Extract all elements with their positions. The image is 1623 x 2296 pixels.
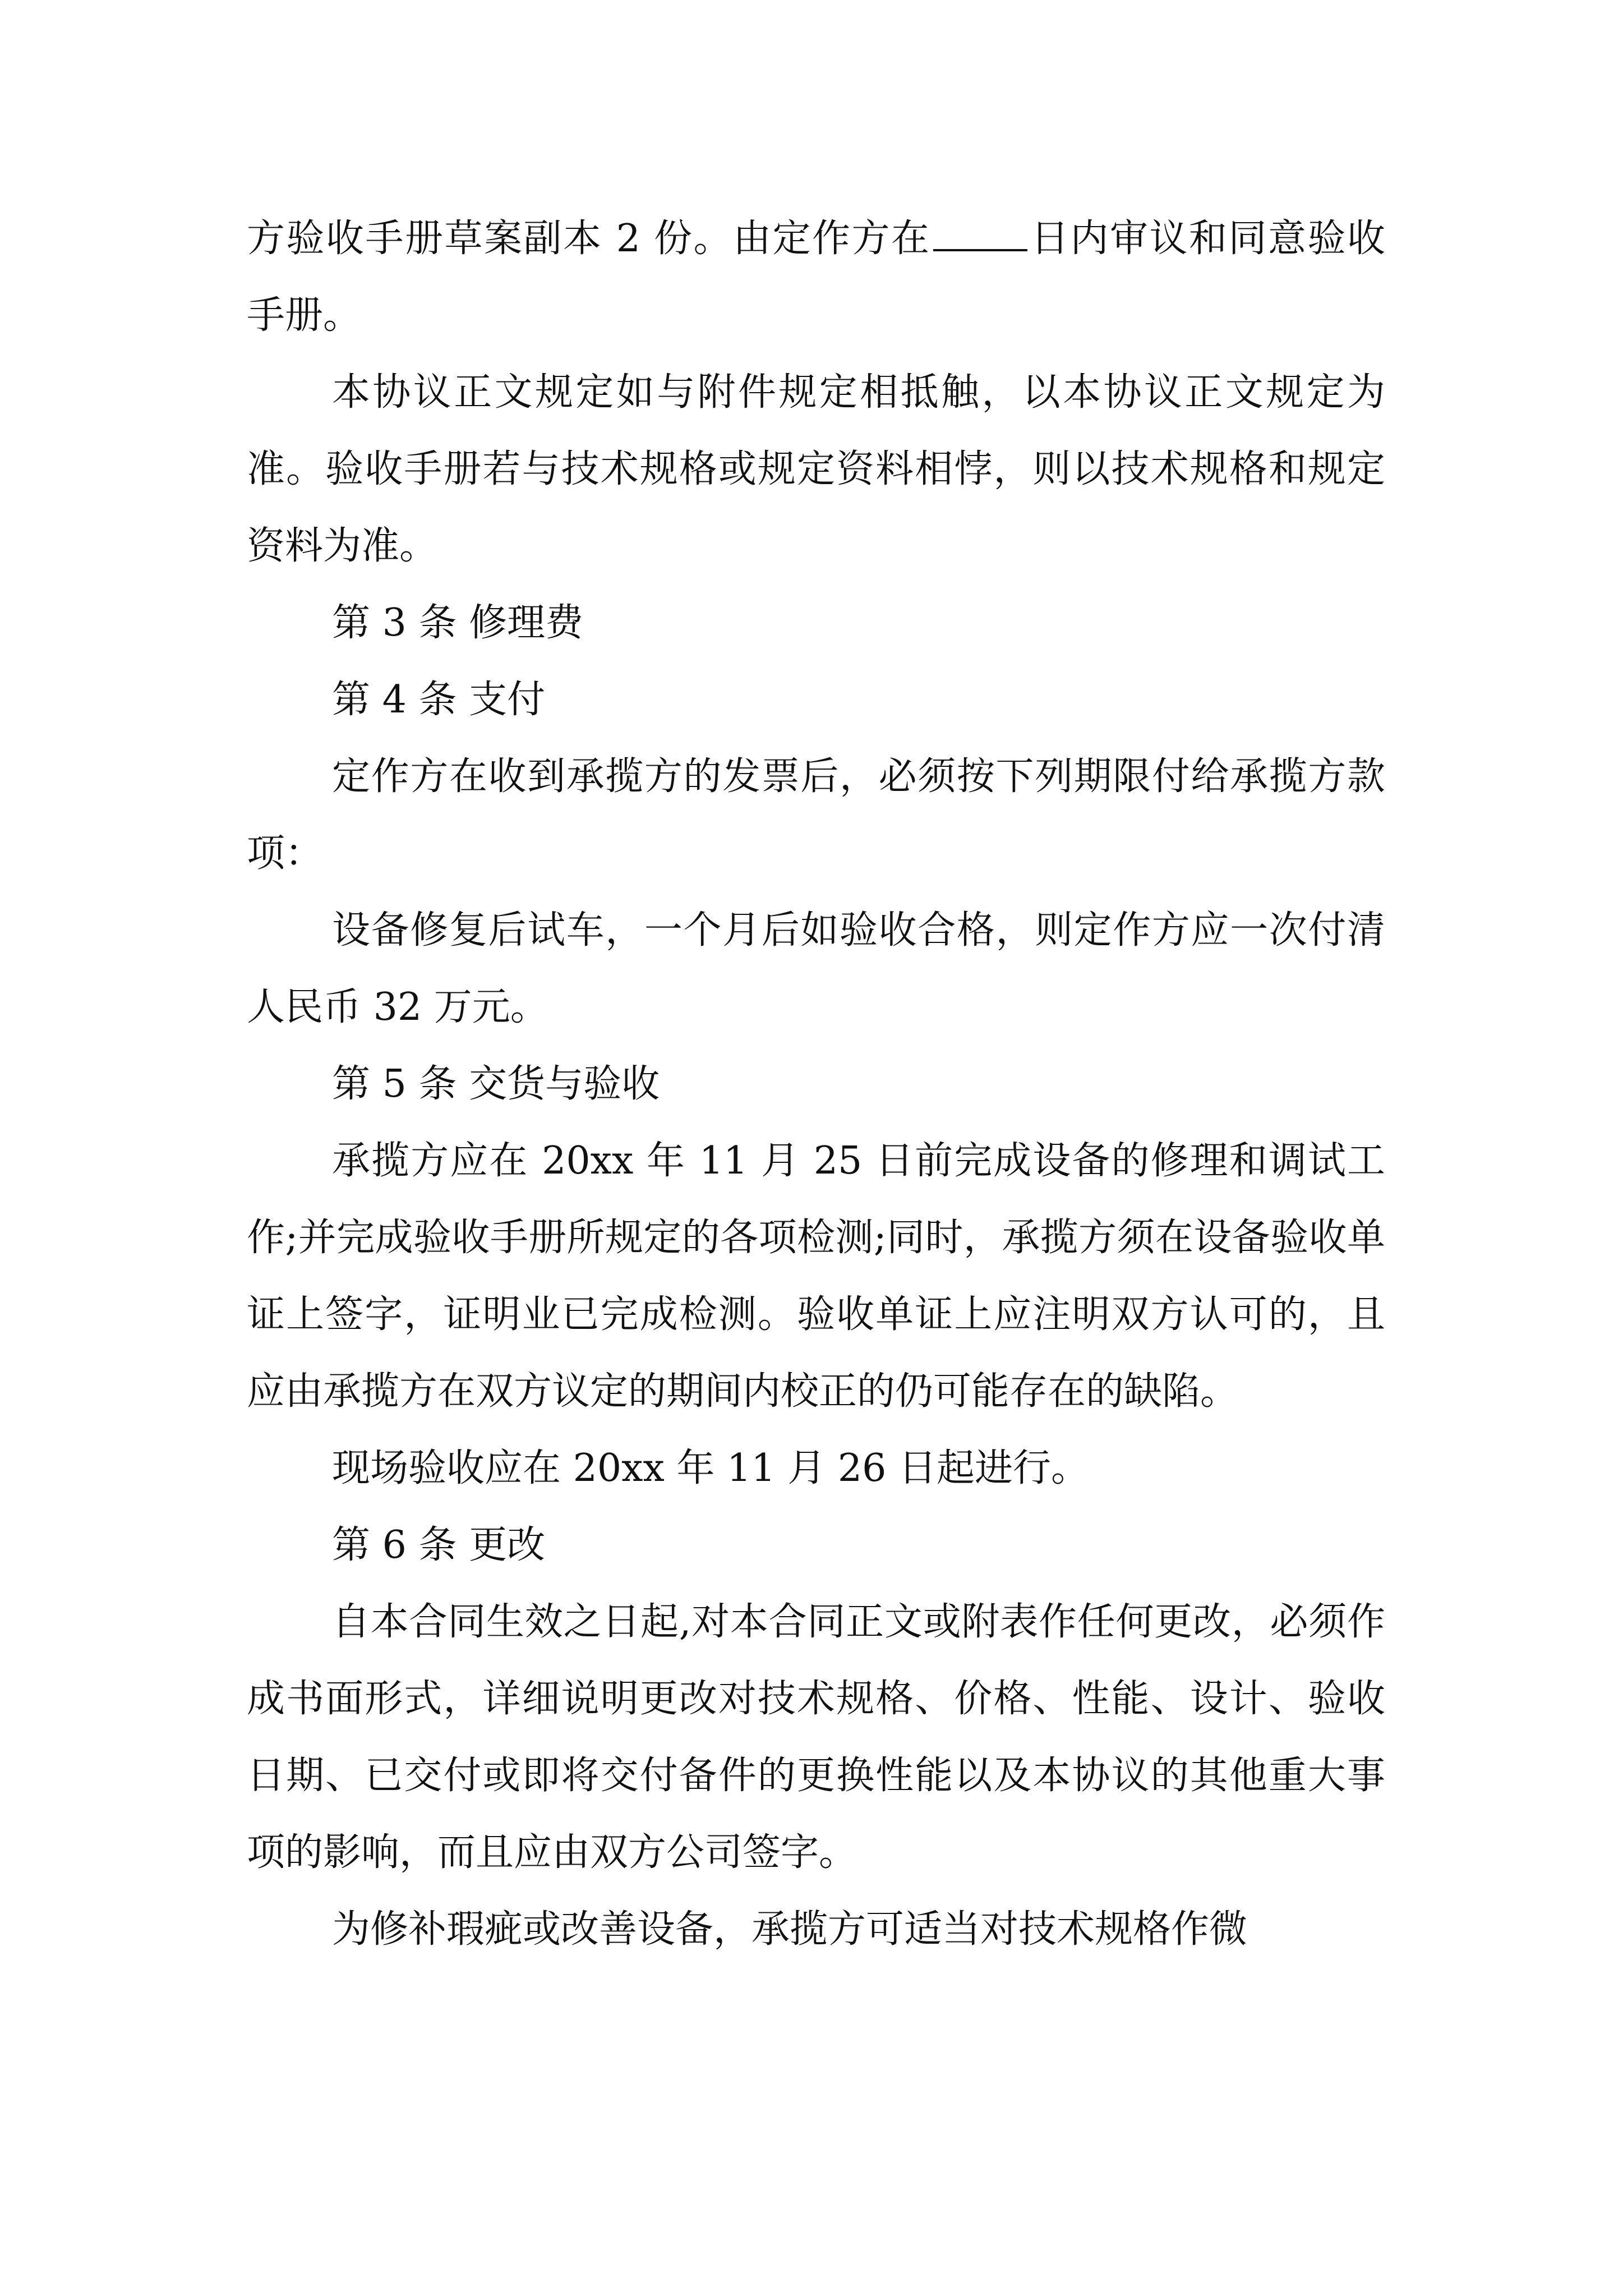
fill-in-blank bbox=[933, 215, 1027, 251]
document-body bbox=[247, 200, 1385, 1968]
paragraph-amendment-terms: 自本合同生效之日起,对本合同正文或附表作任何更改，必须作成书面形式，详细说明更改对技术规格、价格、性能、设计、验收日期、已交付或即将交付备件的更换性能以及本协议的其他重大事项的影响，而且应由双方公司签字。 bbox=[247, 1600, 1385, 1875]
article-5-heading: 第 5 条 交货与验收 bbox=[332, 1062, 660, 1106]
paragraph-precedence-clause: 本协议正文规定如与附件规定相抵触，以本协议正文规定为准。验收手册若与技术规格或规定资料相悖，则以技术规格和规定资料为准。 bbox=[247, 370, 1385, 568]
paragraph-delivery-inspection: 承揽方应在 20xx 年 11 月 25 日前完成设备的修理和调试工作;并完成验收手册所规定的各项检测;同时，承揽方须在设备验收单证上签字，证明业已完成检测。验收单证上应注明双方认可的，且应由承揽方在双方议定的期间内校正的仍可能存在的缺陷。 bbox=[247, 1139, 1385, 1414]
paragraph-onsite-acceptance: 现场验收应在 20xx 年 11 月 26 日起进行。 bbox=[332, 1446, 1089, 1490]
article-6-heading: 第 6 条 更改 bbox=[332, 1523, 546, 1567]
paragraph-text: 日内审议和同意验收手册。 bbox=[247, 217, 1385, 338]
paragraph-specification-adjustment: 为修补瑕疵或改善设备，承揽方可适当对技术规格作微 bbox=[332, 1907, 1248, 1952]
article-4-heading: 第 4 条 支付 bbox=[332, 678, 546, 722]
article-3-heading: 第 3 条 修理费 bbox=[332, 601, 584, 645]
paragraph-payment-amount: 设备修复后试车，一个月后如验收合格，则定作方应一次付清人民币 32 万元。 bbox=[247, 908, 1385, 1029]
paragraph-acceptance-manual-review bbox=[247, 200, 1385, 354]
paragraph-payment-terms: 定作方在收到承揽方的发票后，必须按下列期限付给承揽方款项： bbox=[247, 754, 1385, 876]
paragraph-text: 方验收手册草案副本 2 份。由定作方在 bbox=[247, 217, 931, 261]
